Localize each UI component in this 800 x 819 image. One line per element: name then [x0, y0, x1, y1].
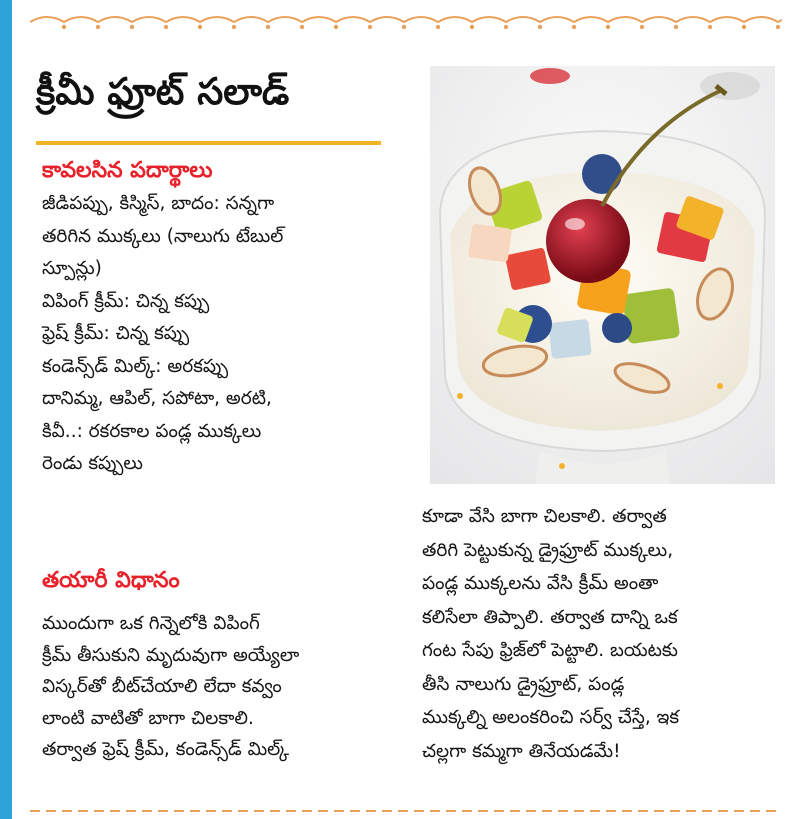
method-text-right: కూడా వేసి బాగా చిలకాలి. తర్వాత తరిగి పెట్టుకున్న డ్రైఫ్రూట్ ముక్కలు, పండ్ల ముక్కలను వేసి క్రీమ్ అంతా కలిసేలా తిప్పాలి. తర్వాత దాన్ని ఒక గంట సేపు ఫ్రిజ్‌లో పెట్టాలి. బయటకు తీసి నాలుగు డ్రైఫ్రూట్, పండ్ల ముక్కల్ని అలంకరించి సర్వ్ చేస్తే, ఇక చల్లగా కమ్మగా తినేయడమే!: [422, 506, 680, 762]
decorative-bottom-border: [30, 806, 782, 816]
ingredients-heading: కావలసిన పదార్థాలు: [42, 158, 213, 183]
title-underline: [36, 141, 381, 145]
method-heading: తయారీ విధానం: [42, 568, 180, 593]
method-text-left: ముందుగా ఒక గిన్నెలోకి విపింగ్ క్రీమ్ తీసుకుని మృదువుగా అయ్యేలా విస్కర్‌తో బీట్‌చేయాలి లేదా కవ్వం లాంటి వాటితో బాగా చిలకాలి. తర్వాత ఫ్రెష్ క్రీమ్, కండెన్స్‌డ్ మిల్క్: [42, 613, 300, 760]
recipe-title: క్రీమీ ఫ్రూట్ సలాడ్: [36, 70, 290, 113]
fruit-salad-photo: [430, 66, 775, 484]
left-color-bar: [0, 0, 12, 819]
decorative-top-border: [30, 8, 782, 32]
ingredients-text: జీడిపప్పు, కిస్మిస్, బాదం: సన్నగా తరిగిన ముక్కలు (నాలుగు టేబుల్ స్పూన్లు) విపింగ్ క్రీమ్: చిన్న కప్పు ఫ్రెష్ క్రీమ్: చిన్న కప్పు కండెన్స్‌డ్ మిల్క్: అరకప్పు దానిమ్మ, ఆపిల్, సపోటా, అరటి, కివీ..: రకరకాల పండ్ల ముక్కలు రెండు కప్పులు: [42, 193, 284, 474]
